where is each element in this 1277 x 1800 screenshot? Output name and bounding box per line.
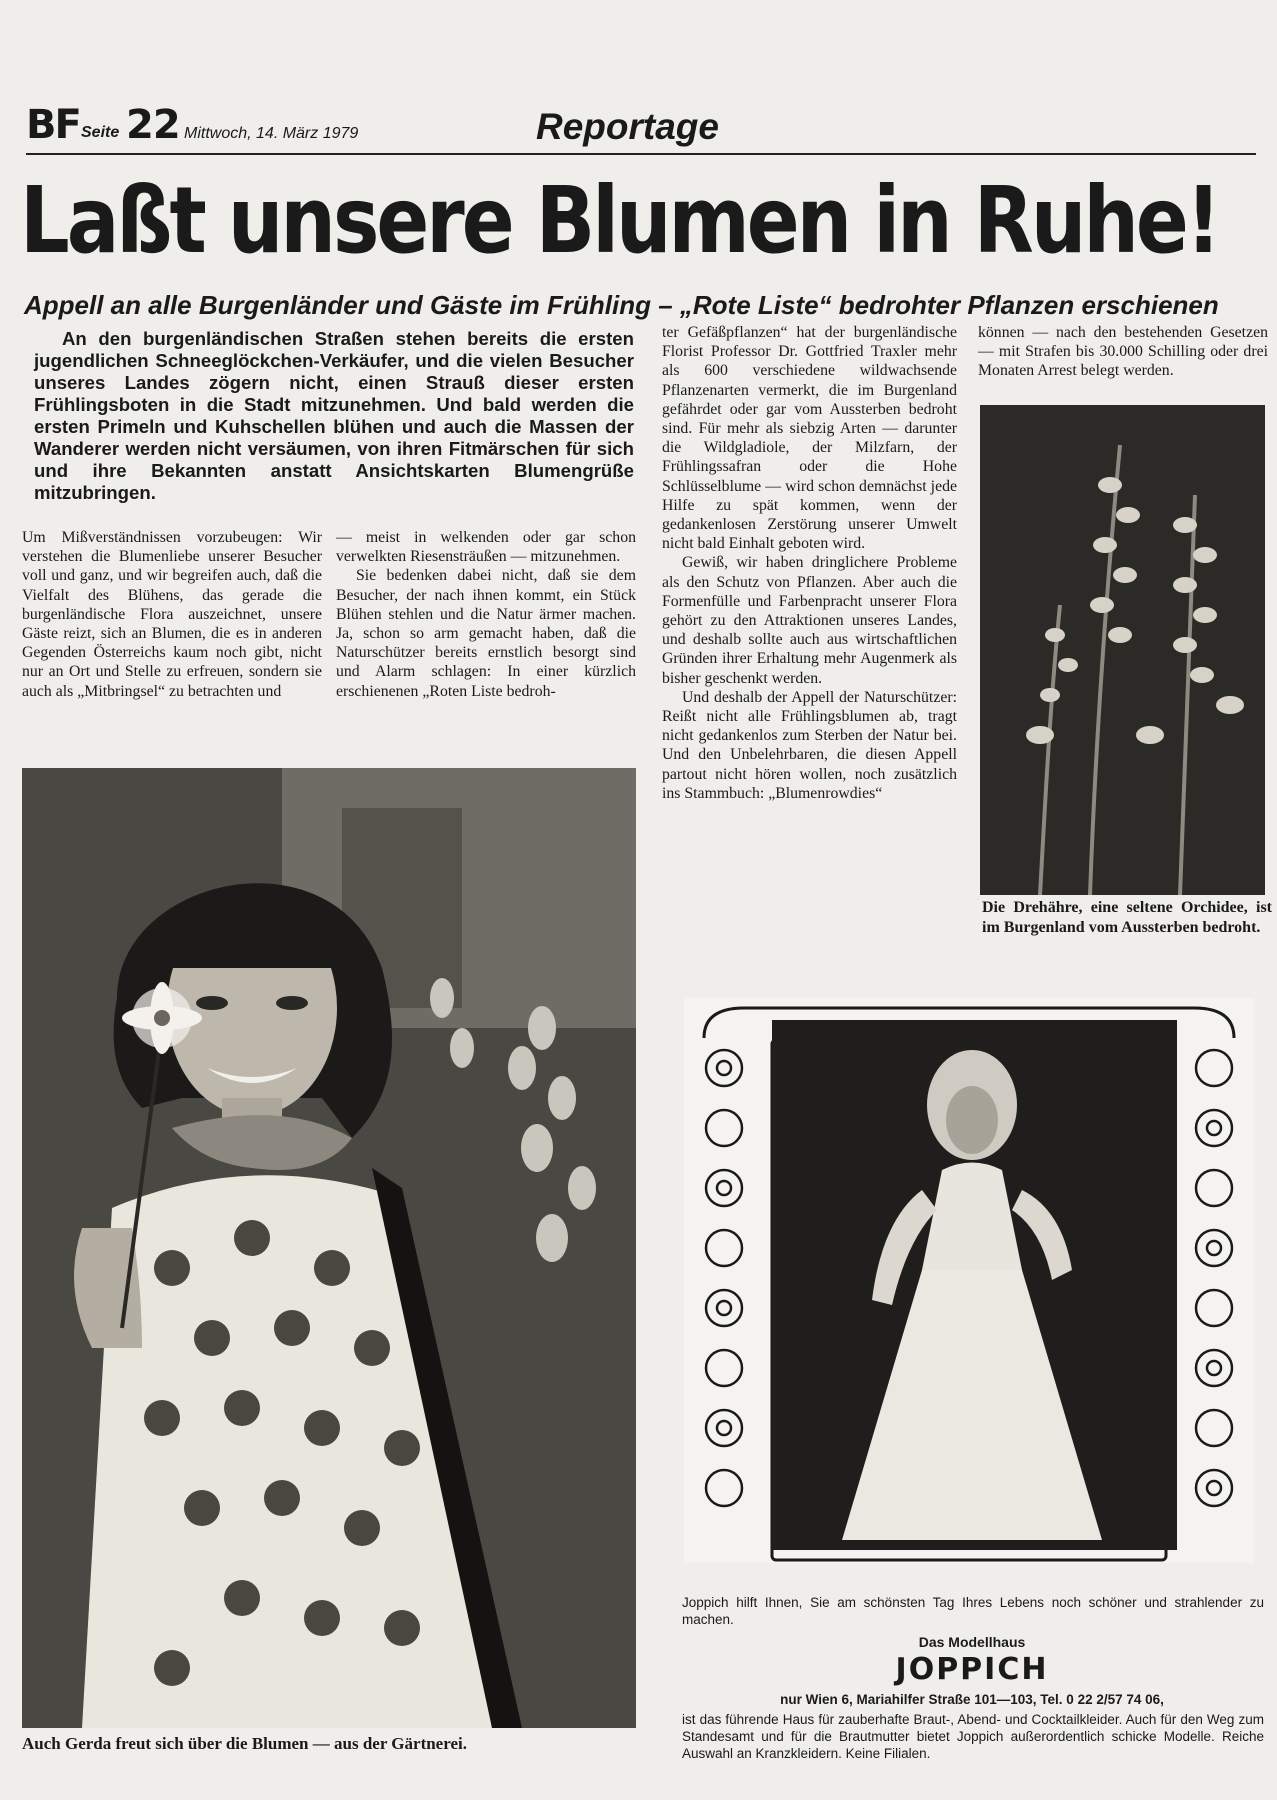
- article-column-2: [336, 528, 636, 701]
- paragraph: Sie bedenken dabei nicht, daß sie dem Besucher, der nach ihnen kommt, ein Stück Blühen stehlen und die Natur ärmer machen. Ja, schon so arm gemacht haben, daß die Naturschützer bereits ernstlich besorgt sind und Alarm schlagen: In einer kürzlich erschienenen „Roten Liste bedroh-: [336, 567, 636, 700]
- photo-caption: Die Drehähre, eine seltene Orchidee, ist im Burgenland vom Aussterben bedroht.: [982, 899, 1272, 936]
- lead-paragraph: An den burgenländischen Straßen stehen bereits die ersten jugendlichen Schneeglöckchen-Verkäufer, und die vielen Besucher unseres Landes zögern nicht, einen Strauß dieser ersten Frühlingsboten in die Stadt mitzunehmen. Und bald werden die ersten Primeln und Kuhschellen blühen und auch die Massen der Wanderer werden nicht versäumen, von ihren Fitmärschen für sich und ihre Bekannten anstatt Ansichtskarten Blumengrüße mitzubringen.: [34, 328, 634, 503]
- header-rule: [26, 153, 1256, 155]
- ad-description: ist das führende Haus für zauberhafte Braut-, Abend- und Cocktailkleider. Auch für den Weg zum Standesamt und für die Brautmutter bietet Joppich außerordentlich schicke Modelle. Reiche Auswahl an Kranzkleidern. Keine Filialen.: [682, 1712, 1264, 1761]
- paragraph: — meist in welkenden oder gar schon verwelkten Riesensträußen — mitzunehmen.: [336, 529, 636, 566]
- article-column-4: [978, 323, 1268, 381]
- advertisement: [672, 970, 1272, 1761]
- bridal-dress-photo: [772, 1020, 1177, 1550]
- woman-with-flowers-photo: [22, 768, 636, 1728]
- bride-illustration: [772, 1020, 1177, 1550]
- masthead: [26, 102, 1256, 158]
- woman-illustration: [22, 768, 636, 1728]
- headline: Laßt unsere Blumen in Ruhe!: [20, 168, 1219, 275]
- page-number: 22: [126, 102, 180, 148]
- paragraph: ter Gefäßpflanzen“ hat der burgenländische Florist Professor Dr. Gottfried Traxler mehr als 600 verschiedene wildwachsende Pflanzenarten vermerkt, die im Burgenland gefährdet oder gar vom Aussterben bedroht sind. Für mehr als siebzig Arten — darunter die Wildgladiole, der Milzfarn, der Frühlingssafran oder die Hohe Schlüsselblume — wird schon demnächst jede Hilfe zu spät kommen, wenn der gedankenlosen Zerstörung unserer Umwelt nicht bald Einhalt geboten wird.: [662, 324, 957, 553]
- ad-intro-text: Joppich hilft Ihnen, Sie am schönsten Tag Ihres Lebens noch schöner und strahlender zu machen.: [682, 1595, 1264, 1627]
- orchid-illustration: [980, 405, 1265, 895]
- subheadline: Appell an alle Burgenländer und Gäste im Frühling – „Rote Liste“ bedrohter Pflanzen erschienen: [24, 290, 1219, 320]
- paragraph: Gewiß, wir haben dringlichere Probleme als den Schutz von Pflanzen. Aber auch die Formenfülle und Farbenpracht unserer Flora gehört zu den Attraktionen unseres Landes, und deshalb sollte auch aus wirtschaftlichen Gründen ihrer Erhaltung mehr Augenmerk als bisher geschenkt werden.: [662, 554, 957, 687]
- newspaper-logo: BF: [26, 102, 80, 148]
- ad-address: nur Wien 6, Mariahilfer Straße 101—103, Tel. 0 22 2/57 74 06,: [780, 1692, 1164, 1707]
- issue-date: Mittwoch, 14. März 1979: [184, 125, 359, 142]
- ad-brand-name: JOPPICH: [895, 1652, 1049, 1687]
- section-title: Reportage: [536, 106, 719, 147]
- article-column-1: [22, 528, 322, 701]
- article-column-3: [662, 323, 957, 803]
- paragraph: Und deshalb der Appell der Naturschützer: Reißt nicht alle Frühlingsblumen ab, tragt nicht gedankenlos zum Sterben der Natur bei. Und den Unbelehrbaren, die diesen Appell partout nicht hören wollen, noch zusätzlich ins Stammbuch: „Blumenrowdies“: [662, 688, 957, 802]
- paragraph: Um Mißverständnissen vorzubeugen: Wir verstehen die Blumenliebe unserer Besucher voll und ganz, und wir begreifen auch, daß die Vielfalt des Blühens, das gerade die burgenländische Flora auszeichnet, unsere Gäste reizt, sich an Blumen, die es in anderen Gegenden Österreichs kaum noch gibt, nicht nur an Ort und Stelle zu erfreuen, sondern sie auch als „Mitbringsel“ zu betrachten und: [22, 529, 322, 700]
- photo-caption: Auch Gerda freut sich über die Blumen — aus der Gärtnerei.: [22, 1734, 467, 1753]
- orchid-photo: [980, 405, 1265, 895]
- ad-house-label: Das Modellhaus: [918, 1634, 1026, 1650]
- paragraph: können — nach den bestehenden Gesetzen — mit Strafen bis 30.000 Schilling oder drei Monaten Arrest belegt werden.: [978, 324, 1268, 380]
- page-label: Seite: [81, 124, 120, 141]
